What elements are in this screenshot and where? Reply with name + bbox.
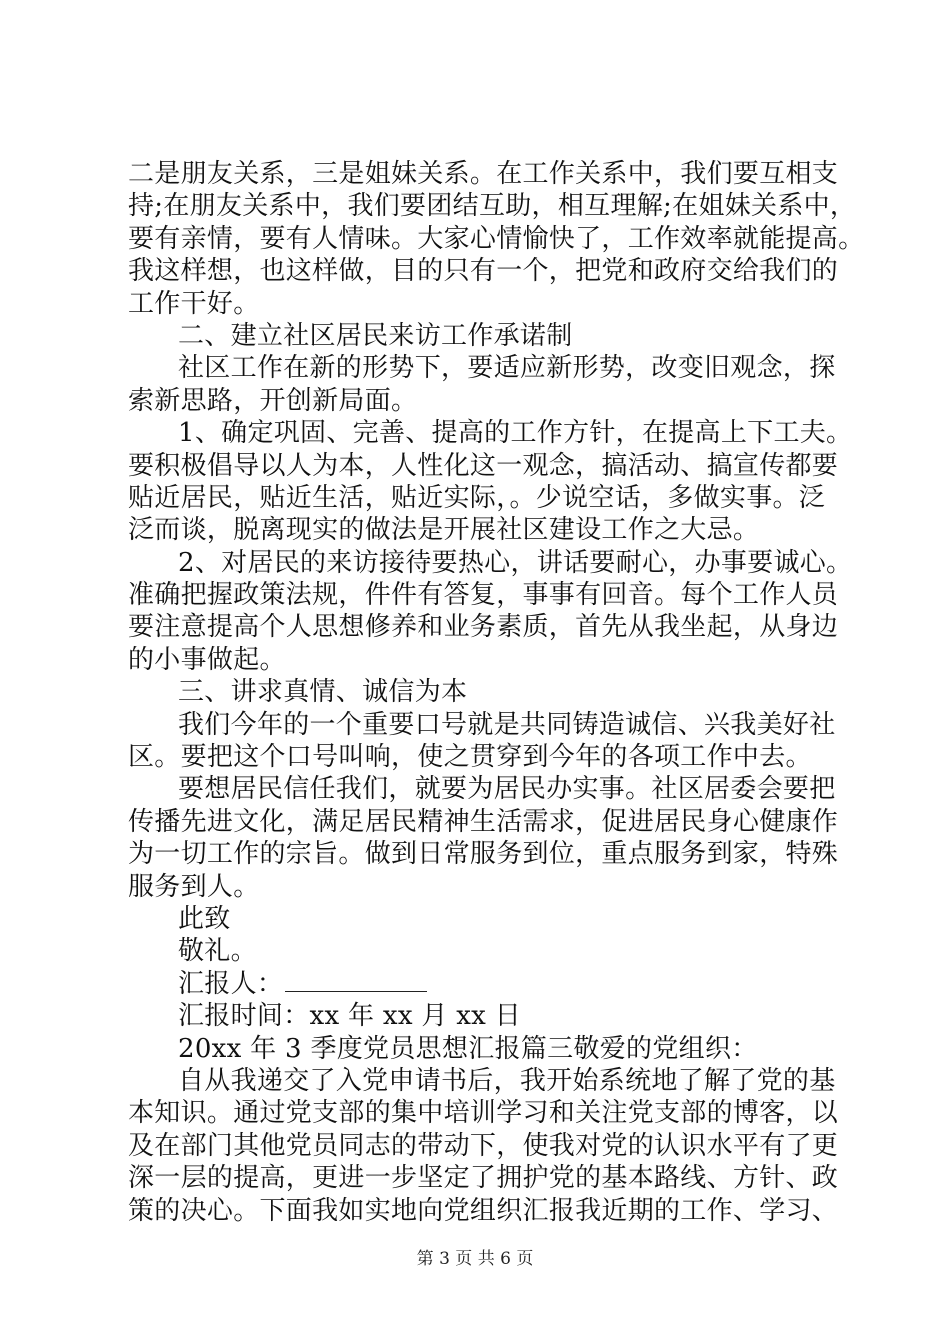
paragraph-line: 社区工作在新的形势下，要适应新形势，改变旧观念，探 xyxy=(178,353,836,384)
paragraph-line: 索新思路，开创新局面。 xyxy=(128,385,418,416)
signature-blank xyxy=(285,969,427,992)
section-heading-2: 二、建立社区居民来访工作承诺制 xyxy=(178,320,573,351)
reporter-label: 汇报人： xyxy=(178,968,284,999)
paragraph-line: 1、确定巩固、完善、提高的工作方针，在提高上下工夫。 xyxy=(178,418,853,449)
section-title-line: 20xx 年 3 季度党员思想汇报篇三敬爱的党组织： xyxy=(178,1033,758,1064)
page-number-footer: 第 3 页 共 6 页 xyxy=(416,1249,534,1269)
paragraph-line: 我们今年的一个重要口号就是共同铸造诚信、兴我美好社 xyxy=(178,709,836,740)
reporter-line xyxy=(128,968,838,1000)
paragraph-line: 自从我递交了入党申请书后，我开始系统地了解了党的基 xyxy=(178,1065,836,1096)
paragraph-line: 我这样想，也这样做，目的只有一个，把党和政府交给我们的 xyxy=(128,256,839,287)
paragraph-line: 2、对居民的来访接待要热心，讲话要耐心，办事要诚心。 xyxy=(178,547,853,578)
paragraph-line: 策的决心。下面我如实地向党组织汇报我近期的工作、学习、 xyxy=(128,1195,839,1226)
paragraph-line: 服务到人。 xyxy=(128,871,260,902)
paragraph-line: 传播先进文化，满足居民精神生活需求，促进居民身心健康作 xyxy=(128,806,839,837)
closing-line: 敬礼。 xyxy=(178,936,257,967)
paragraph-line: 要注意提高个人思想修养和业务素质，首先从我坐起，从身边 xyxy=(128,612,839,643)
paragraph-line: 本知识。通过党支部的集中培训学习和关注党支部的博客，以 xyxy=(128,1098,839,1129)
paragraph-line: 准确把握政策法规，件件有答复，事事有回音。每个工作人员 xyxy=(128,580,839,611)
paragraph-line: 要想居民信任我们，就要为居民办实事。社区居委会要把 xyxy=(178,774,836,805)
paragraph-line: 要积极倡导以人为本，人性化这一观念，搞活动、搞宣传都要 xyxy=(128,450,839,481)
closing-line: 此致 xyxy=(178,903,231,934)
paragraph-line: 持;在朋友关系中，我们要团结互助，相互理解;在姐妹关系中， xyxy=(128,191,857,222)
paragraph-line: 二是朋友关系，三是姐妹关系。在工作关系中，我们要互相支 xyxy=(128,159,839,189)
paragraph-line: 区。要把这个口号叫响，使之贯穿到今年的各项工作中去。 xyxy=(128,742,812,773)
section-heading-3: 三、讲求真情、诚信为本 xyxy=(178,677,468,708)
paragraph-line: 的小事做起。 xyxy=(128,644,286,675)
report-date-line: 汇报时间：xx 年 xx 月 xx 日 xyxy=(178,1001,522,1032)
paragraph-line: 及在部门其他党员同志的带动下，使我对党的认识水平有了更 xyxy=(128,1130,839,1161)
paragraph-line: 贴近居民，贴近生活，贴近实际，。少说空话，多做实事。泛 xyxy=(128,482,826,513)
paragraph-line: 泛而谈，脱离现实的做法是开展社区建设工作之大忌。 xyxy=(128,515,760,546)
paragraph-line: 工作干好。 xyxy=(128,288,260,319)
paragraph-line: 深一层的提高，更进一步坚定了拥护党的基本路线、方针、政 xyxy=(128,1163,839,1194)
paragraph-line: 要有亲情，要有人情味。大家心情愉快了，工作效率就能提高。 xyxy=(128,223,865,254)
document-body xyxy=(128,158,865,1227)
paragraph-line: 为一切工作的宗旨。做到日常服务到位，重点服务到家，特殊 xyxy=(128,839,839,870)
